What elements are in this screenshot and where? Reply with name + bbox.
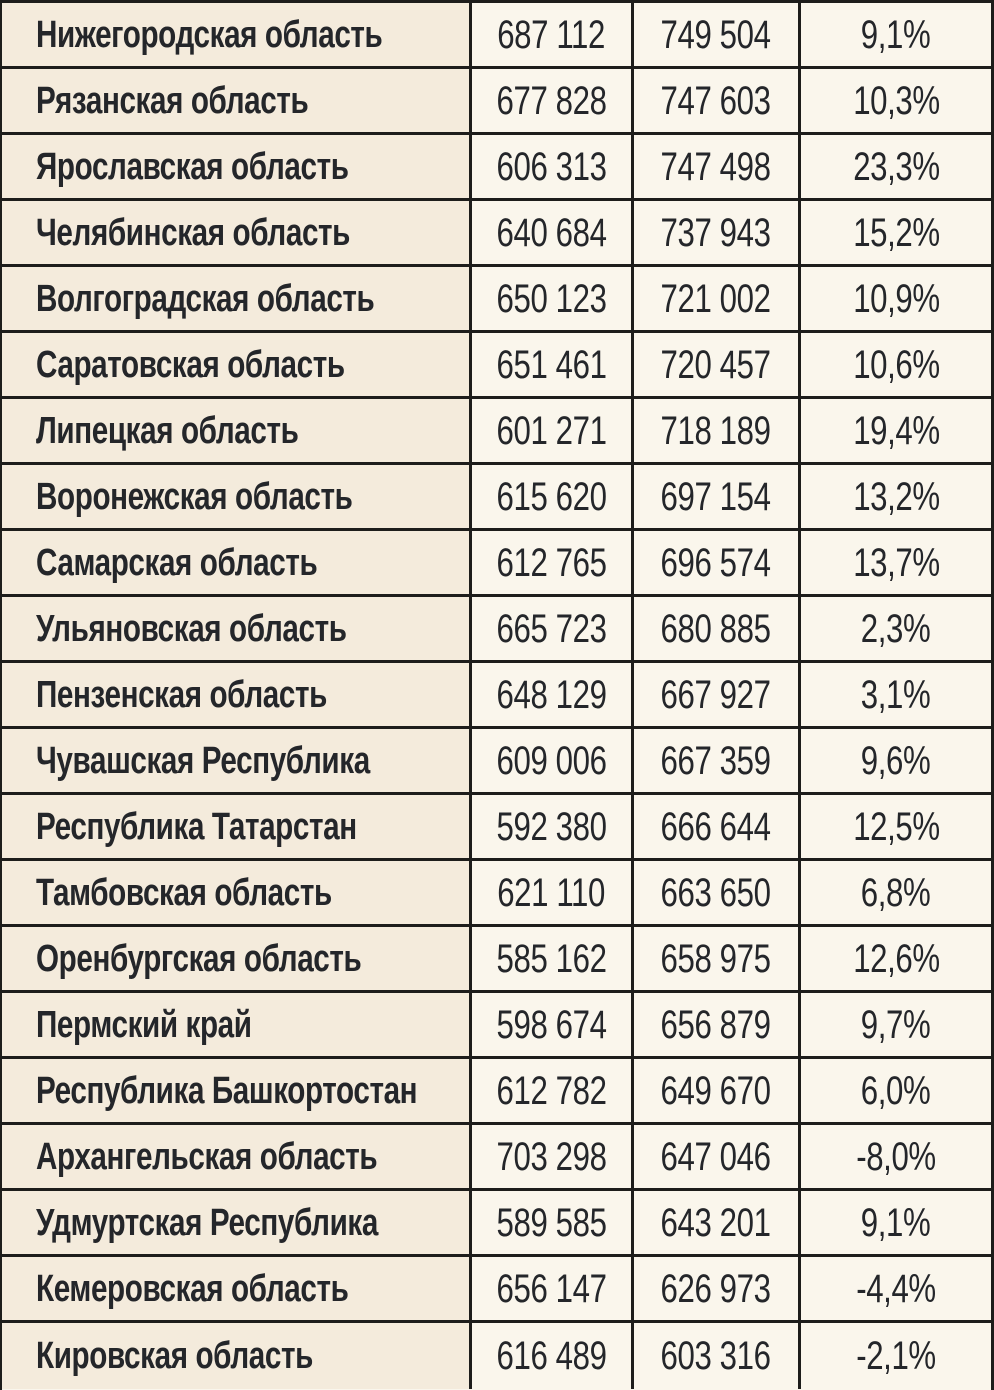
value-b: 697 154 [660, 474, 772, 519]
value-b-cell [631, 399, 798, 462]
value-a-cell [469, 1059, 631, 1122]
change-pct-cell [798, 1257, 991, 1320]
value-b-cell [631, 729, 798, 792]
table-row [2, 1059, 991, 1125]
table-row [2, 3, 991, 69]
change-pct: 15,2% [852, 210, 940, 255]
region-cell [2, 1323, 469, 1389]
value-b-cell [631, 267, 798, 330]
value-a: 601 271 [496, 408, 607, 453]
region-cell [2, 333, 469, 396]
value-b: 643 201 [660, 1200, 772, 1245]
value-a-cell [469, 1125, 631, 1188]
value-a-cell [469, 993, 631, 1056]
table-row [2, 267, 991, 333]
region-cell [2, 3, 469, 66]
value-a: 606 313 [496, 144, 607, 189]
value-a-cell [469, 135, 631, 198]
region-name: Воронежская область [36, 475, 353, 518]
value-b: 649 670 [660, 1068, 772, 1113]
change-pct-cell [798, 465, 991, 528]
table-row [2, 399, 991, 465]
value-b-cell [631, 333, 798, 396]
region-name: Волгоградская область [36, 277, 375, 320]
value-a-cell [469, 201, 631, 264]
region-name: Рязанская область [36, 79, 309, 122]
value-a-cell [469, 3, 631, 66]
region-cell [2, 729, 469, 792]
change-pct: -8,0% [856, 1134, 936, 1179]
value-b: 747 603 [660, 78, 772, 123]
region-name: Липецкая область [36, 409, 299, 452]
change-pct-cell [798, 333, 991, 396]
region-cell [2, 927, 469, 990]
change-pct-cell [798, 1323, 991, 1389]
change-pct-cell [798, 531, 991, 594]
table-row [2, 1323, 991, 1389]
change-pct: 6,0% [861, 1068, 931, 1113]
change-pct-cell [798, 597, 991, 660]
value-a-cell [469, 663, 631, 726]
value-a-cell [469, 597, 631, 660]
table-row [2, 1257, 991, 1323]
value-a: 656 147 [496, 1266, 607, 1311]
value-a: 616 489 [496, 1334, 607, 1378]
table-row [2, 333, 991, 399]
table-row [2, 861, 991, 927]
change-pct-cell [798, 1059, 991, 1122]
region-cell [2, 69, 469, 132]
table-row [2, 135, 991, 201]
value-b-cell [631, 531, 798, 594]
value-b-cell [631, 465, 798, 528]
value-b-cell [631, 1323, 798, 1389]
region-name: Пермский край [36, 1003, 252, 1046]
change-pct: 2,3% [861, 606, 931, 651]
change-pct: 13,7% [852, 540, 940, 585]
change-pct: 3,1% [861, 672, 931, 717]
value-b-cell [631, 597, 798, 660]
region-name: Чувашская Республика [36, 739, 370, 782]
value-a: 677 828 [496, 78, 607, 123]
value-b: 696 574 [660, 540, 772, 585]
region-name: Нижегородская область [36, 13, 383, 56]
region-cell [2, 597, 469, 660]
region-name: Челябинская область [36, 211, 350, 254]
change-pct: 12,5% [852, 804, 940, 849]
region-cell [2, 399, 469, 462]
value-a-cell [469, 795, 631, 858]
value-a: 609 006 [496, 738, 607, 783]
value-b: 667 359 [660, 738, 772, 783]
region-cell [2, 795, 469, 858]
value-a: 651 461 [496, 342, 607, 387]
value-b-cell [631, 201, 798, 264]
change-pct-cell [798, 399, 991, 462]
change-pct-cell [798, 69, 991, 132]
value-a-cell [469, 1191, 631, 1254]
region-cell [2, 135, 469, 198]
change-pct: 19,4% [852, 408, 940, 453]
value-b-cell [631, 663, 798, 726]
value-a-cell [469, 729, 631, 792]
change-pct-cell [798, 1125, 991, 1188]
value-a-cell [469, 1323, 631, 1389]
value-b-cell [631, 1257, 798, 1320]
change-pct: 13,2% [852, 474, 940, 519]
region-name: Пензенская область [36, 673, 327, 716]
change-pct-cell [798, 729, 991, 792]
region-cell [2, 465, 469, 528]
value-a-cell [469, 927, 631, 990]
region-cell [2, 531, 469, 594]
value-a: 621 110 [497, 870, 606, 915]
region-cell [2, 1257, 469, 1320]
value-b-cell [631, 1125, 798, 1188]
value-b-cell [631, 3, 798, 66]
table-row [2, 993, 991, 1059]
value-b: 658 975 [660, 936, 772, 981]
change-pct: -2,1% [856, 1334, 936, 1378]
value-b: 747 498 [660, 144, 772, 189]
region-name: Ульяновская область [36, 607, 347, 650]
region-cell [2, 1059, 469, 1122]
value-a: 598 674 [496, 1002, 607, 1047]
change-pct: 10,3% [852, 78, 940, 123]
value-b: 626 973 [660, 1266, 772, 1311]
value-a-cell [469, 399, 631, 462]
value-a-cell [469, 267, 631, 330]
region-cell [2, 993, 469, 1056]
change-pct-cell [798, 135, 991, 198]
value-a: 585 162 [496, 936, 607, 981]
table-row [2, 465, 991, 531]
value-a: 615 620 [496, 474, 607, 519]
value-b: 720 457 [660, 342, 772, 387]
table-row [2, 201, 991, 267]
value-b: 721 002 [660, 276, 772, 321]
table-row [2, 69, 991, 135]
region-name: Тамбовская область [36, 871, 332, 914]
region-name: Самарская область [36, 541, 318, 584]
value-b-cell [631, 861, 798, 924]
table-row [2, 1125, 991, 1191]
region-cell [2, 201, 469, 264]
value-b-cell [631, 1191, 798, 1254]
change-pct: 23,3% [852, 144, 940, 189]
value-a: 687 112 [497, 12, 606, 57]
region-cell [2, 861, 469, 924]
value-a: 592 380 [496, 804, 607, 849]
value-b: 647 046 [660, 1134, 772, 1179]
table-row [2, 927, 991, 993]
value-a: 589 585 [496, 1200, 607, 1245]
value-b: 718 189 [660, 408, 772, 453]
value-b: 603 316 [660, 1334, 772, 1378]
value-b-cell [631, 1059, 798, 1122]
value-a-cell [469, 861, 631, 924]
value-b: 737 943 [660, 210, 772, 255]
table-row [2, 729, 991, 795]
region-name: Кировская область [36, 1335, 313, 1377]
value-a: 612 782 [496, 1068, 607, 1113]
change-pct-cell [798, 993, 991, 1056]
region-cell [2, 267, 469, 330]
value-b-cell [631, 135, 798, 198]
change-pct: 9,1% [861, 12, 931, 57]
change-pct-cell [798, 663, 991, 726]
change-pct: 9,1% [861, 1200, 931, 1245]
value-a-cell [469, 465, 631, 528]
value-b-cell [631, 795, 798, 858]
change-pct: 10,9% [852, 276, 940, 321]
value-a-cell [469, 69, 631, 132]
table-row [2, 597, 991, 663]
value-a: 640 684 [496, 210, 607, 255]
value-a: 612 765 [496, 540, 607, 585]
table-row [2, 531, 991, 597]
table-row [2, 663, 991, 729]
value-b: 666 644 [660, 804, 772, 849]
value-b: 749 504 [660, 12, 772, 57]
region-cell [2, 663, 469, 726]
value-a: 703 298 [496, 1134, 607, 1179]
value-b: 667 927 [660, 672, 772, 717]
region-name: Саратовская область [36, 343, 345, 386]
value-b-cell [631, 993, 798, 1056]
value-a: 665 723 [496, 606, 607, 651]
value-a: 650 123 [496, 276, 607, 321]
value-a: 648 129 [496, 672, 607, 717]
table-row [2, 795, 991, 861]
value-a-cell [469, 1257, 631, 1320]
change-pct: 9,7% [861, 1002, 931, 1047]
change-pct-cell [798, 861, 991, 924]
change-pct-cell [798, 1191, 991, 1254]
change-pct-cell [798, 3, 991, 66]
region-name: Архангельская область [36, 1135, 378, 1178]
change-pct: 9,6% [861, 738, 931, 783]
change-pct: -4,4% [856, 1266, 936, 1311]
value-a-cell [469, 531, 631, 594]
value-b: 656 879 [660, 1002, 772, 1047]
value-b: 663 650 [660, 870, 772, 915]
value-b-cell [631, 927, 798, 990]
value-a-cell [469, 333, 631, 396]
change-pct-cell [798, 927, 991, 990]
region-name: Удмуртская Республика [36, 1201, 378, 1244]
region-cell [2, 1191, 469, 1254]
change-pct: 6,8% [861, 870, 931, 915]
region-name: Республика Татарстан [36, 805, 357, 848]
region-name: Оренбургская область [36, 937, 362, 980]
region-cell [2, 1125, 469, 1188]
table-row [2, 1191, 991, 1257]
change-pct-cell [798, 201, 991, 264]
change-pct: 10,6% [852, 342, 940, 387]
change-pct-cell [798, 795, 991, 858]
change-pct: 12,6% [852, 936, 940, 981]
value-b-cell [631, 69, 798, 132]
region-name: Республика Башкортостан [36, 1069, 418, 1112]
region-name: Кемеровская область [36, 1267, 349, 1310]
value-b: 680 885 [660, 606, 772, 651]
region-name: Ярославская область [36, 145, 349, 188]
change-pct-cell [798, 267, 991, 330]
